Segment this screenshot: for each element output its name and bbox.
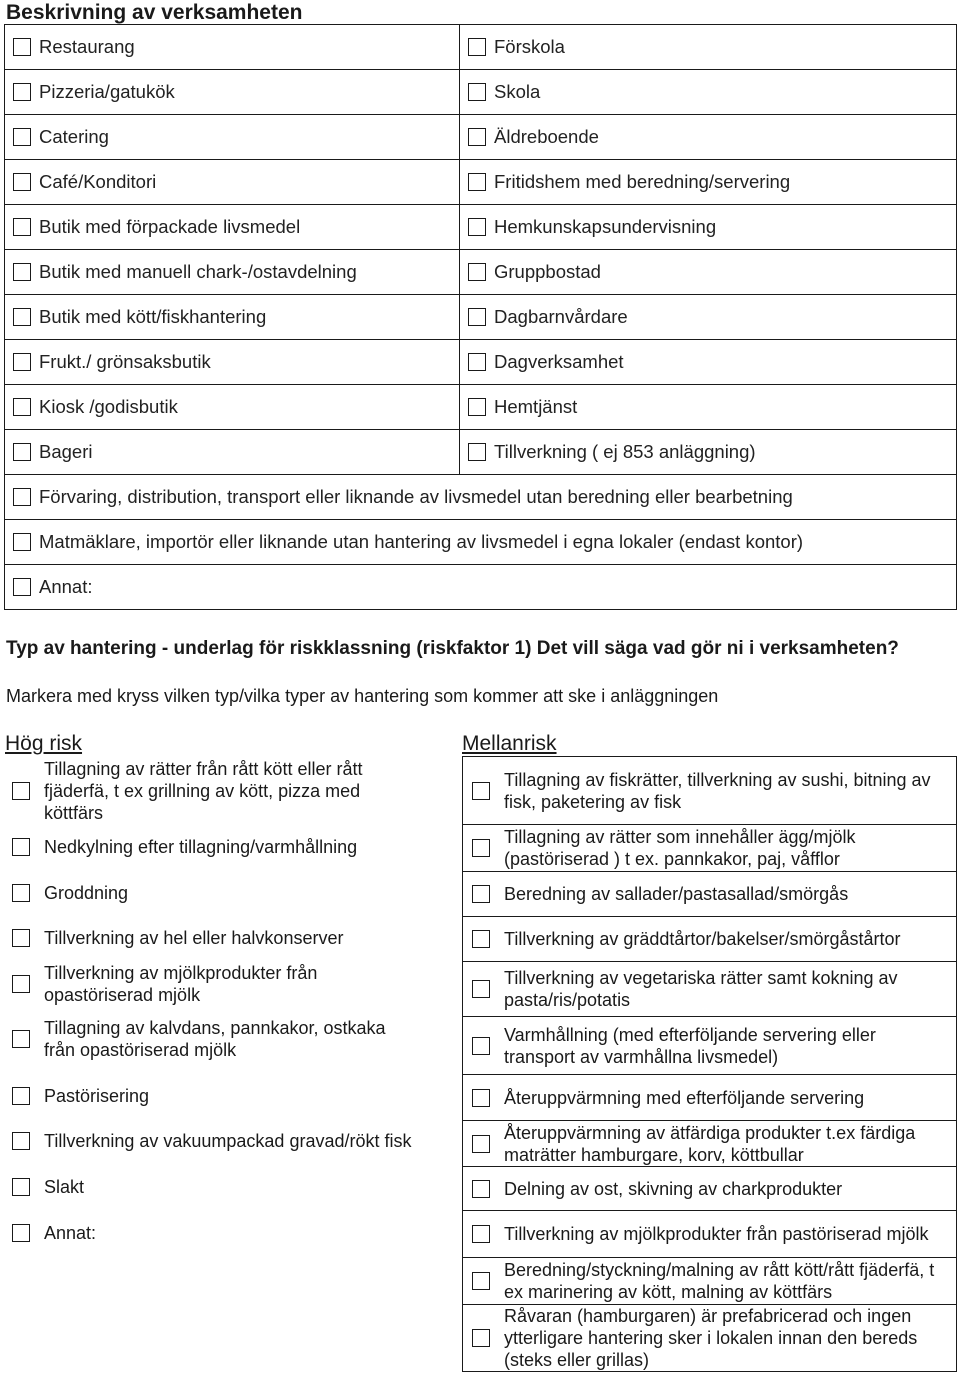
checkbox-label: Varmhållning (med efterföljande servering eller transport av varmhållna livsmedel) (504, 1024, 876, 1067)
business-option[interactable] (459, 159, 957, 205)
checkbox-label: Kiosk /godisbutik (39, 396, 178, 417)
checkbox-label: Råvaran (hamburgaren) är prefabricerad och ingen ytterligare hantering sker i lokalen innan den bereds (steks eller grillas) (504, 1306, 918, 1370)
business-option[interactable] (4, 429, 460, 475)
checkbox-label: Äldreboende (494, 126, 599, 147)
checkbox[interactable] (12, 975, 30, 993)
checkbox[interactable] (472, 1135, 490, 1153)
checkbox[interactable] (13, 263, 31, 281)
medium-risk-option[interactable] (462, 1120, 957, 1166)
medium-risk-option[interactable] (462, 1016, 957, 1074)
checkbox-label: Återuppvärmning av ätfärdiga produkter t.ex färdiga maträtter hamburgare, korv, köttbullar (504, 1122, 916, 1165)
checkbox[interactable] (468, 173, 486, 191)
high-risk-heading: Hög risk (5, 732, 83, 755)
checkbox-label: Butik med manuell chark-/ostavdelning (39, 261, 357, 282)
business-option[interactable] (459, 114, 957, 160)
checkbox-label: Skola (494, 81, 541, 102)
checkbox-label: Dagverksamhet (494, 351, 624, 372)
high-risk-option[interactable] (12, 927, 412, 949)
medium-risk-option[interactable] (462, 1166, 957, 1210)
high-risk-option[interactable] (12, 758, 412, 824)
checkbox-label: Matmäklare, importör eller liknande utan hantering av livsmedel i egna lokaler (endast kontor) (39, 531, 804, 552)
high-risk-option[interactable] (12, 882, 412, 904)
checkbox-label: Tillverkning av gräddtårtor/bakelser/smörgåstårtor (504, 929, 901, 949)
checkbox[interactable] (13, 578, 31, 596)
checkbox-label: Förskola (494, 36, 565, 57)
checkbox-label: Tillverkning av hel eller halvkonserver (44, 928, 344, 948)
checkbox-label: Bageri (39, 441, 93, 462)
medium-risk-option[interactable] (462, 871, 957, 916)
checkbox-label: Slakt (44, 1177, 85, 1197)
checkbox[interactable] (12, 782, 30, 800)
checkbox[interactable] (472, 930, 490, 948)
checkbox[interactable] (13, 173, 31, 191)
checkbox-label: Gruppbostad (494, 261, 601, 282)
medium-risk-option[interactable] (462, 1257, 957, 1304)
checkbox[interactable] (468, 263, 486, 281)
checkbox-label: Förvaring, distribution, transport eller liknande av livsmedel utan beredning eller bearbetning (39, 486, 793, 507)
checkbox-label: Tillagning av rätter som innehåller ägg/mjölk (pastöriserad ) t ex. pannkakor, paj, våfflor (504, 827, 856, 869)
checkbox-label: Dagbarnvårdare (494, 306, 628, 327)
checkbox[interactable] (13, 38, 31, 56)
high-risk-option[interactable] (12, 1130, 412, 1152)
checkbox-label: Tillverkning av vegetariska rätter samt kokning av pasta/ris/potatis (504, 968, 898, 1010)
checkbox[interactable] (472, 1180, 490, 1198)
checkbox-label: Beredning av sallader/pastasallad/smörgås (504, 884, 849, 904)
business-option[interactable] (4, 384, 460, 430)
checkbox[interactable] (12, 1132, 30, 1150)
checkbox[interactable] (12, 1030, 30, 1048)
checkbox-label: Fritidshem med beredning/servering (494, 171, 791, 192)
business-option[interactable] (4, 519, 957, 565)
checkbox[interactable] (472, 1225, 490, 1243)
checkbox[interactable] (468, 443, 486, 461)
checkbox-label: Tillverkning av mjölkprodukter från opastöriserad mjölk (44, 963, 318, 1005)
checkbox-label: Catering (39, 126, 109, 147)
section-subtitle: Markera med kryss vilken typ/vilka typer av hantering som kommer att ske i anläggningen (6, 686, 719, 706)
high-risk-option[interactable] (12, 1222, 412, 1244)
business-option[interactable] (4, 474, 957, 520)
business-option[interactable] (459, 429, 957, 475)
checkbox[interactable] (468, 353, 486, 371)
medium-risk-option[interactable] (462, 1210, 957, 1257)
checkbox[interactable] (12, 884, 30, 902)
checkbox[interactable] (12, 1087, 30, 1105)
checkbox-label: Groddning (44, 883, 129, 903)
medium-risk-option[interactable] (462, 756, 957, 824)
checkbox[interactable] (12, 1224, 30, 1242)
checkbox-label: Nedkylning efter tillagning/varmhållning (44, 837, 358, 857)
checkbox[interactable] (12, 929, 30, 947)
checkbox[interactable] (468, 308, 486, 326)
business-option[interactable] (459, 204, 957, 250)
checkbox[interactable] (13, 218, 31, 236)
checkbox[interactable] (13, 353, 31, 371)
business-option[interactable] (4, 159, 460, 205)
checkbox-label: Annat: (44, 1223, 97, 1243)
business-option[interactable] (4, 564, 957, 610)
business-option[interactable] (459, 24, 957, 70)
checkbox-label: Pastörisering (44, 1086, 150, 1106)
checkbox-label: Tillagning av kalvdans, pannkakor, ostkaka från opastöriserad mjölk (44, 1018, 386, 1060)
checkbox-label: Annat: (39, 576, 93, 597)
checkbox[interactable] (468, 398, 486, 416)
checkbox[interactable] (468, 83, 486, 101)
checkbox[interactable] (472, 1089, 490, 1107)
business-option[interactable] (4, 339, 460, 385)
checkbox[interactable] (468, 38, 486, 56)
checkbox[interactable] (468, 128, 486, 146)
checkbox[interactable] (13, 398, 31, 416)
checkbox-label: Hemtjänst (494, 396, 578, 417)
business-option[interactable] (4, 114, 460, 160)
medium-risk-option[interactable] (462, 916, 957, 961)
section-title-handling: Typ av hantering - underlag för riskklassning (riskfaktor 1) Det vill säga vad gör ni i verksamheten? (6, 638, 899, 659)
business-option[interactable] (459, 339, 957, 385)
checkbox[interactable] (472, 1272, 490, 1290)
medium-risk-option[interactable] (462, 1304, 957, 1372)
high-risk-option[interactable] (12, 836, 412, 858)
checkbox[interactable] (472, 885, 490, 903)
checkbox-label: Butik med förpackade livsmedel (39, 216, 301, 237)
section-title-description: Beskrivning av verksamheten (6, 1, 303, 24)
checkbox[interactable] (13, 128, 31, 146)
business-option[interactable] (459, 249, 957, 295)
checkbox-label: Tillverkning ( ej 853 anläggning) (494, 441, 756, 462)
high-risk-option[interactable] (12, 1085, 412, 1107)
checkbox[interactable] (13, 308, 31, 326)
high-risk-option[interactable] (12, 962, 412, 1006)
business-option[interactable] (459, 69, 957, 115)
medium-risk-option[interactable] (462, 824, 957, 871)
checkbox[interactable] (12, 1178, 30, 1196)
business-option[interactable] (459, 294, 957, 340)
checkbox-label: Tillverkning av mjölkprodukter från pastöriserad mjölk (504, 1224, 929, 1244)
checkbox[interactable] (12, 838, 30, 856)
checkbox-label: Pizzeria/gatukök (39, 81, 175, 102)
high-risk-option[interactable] (12, 1017, 412, 1061)
checkbox[interactable] (472, 782, 490, 800)
checkbox[interactable] (13, 443, 31, 461)
checkbox[interactable] (472, 839, 490, 857)
checkbox-label: Tillagning av fiskrätter, tillverkning av sushi, bitning av fisk, paketering av fisk (504, 769, 931, 812)
business-option[interactable] (4, 204, 460, 250)
business-option[interactable] (4, 294, 460, 340)
checkbox[interactable] (472, 1037, 490, 1055)
checkbox-label: Delning av ost, skivning av charkprodukter (504, 1178, 843, 1199)
business-option[interactable] (4, 249, 460, 295)
checkbox-label: Hemkunskapsundervisning (494, 216, 717, 237)
medium-risk-option[interactable] (462, 1074, 957, 1120)
checkbox-label: Tillverkning av vakuumpackad gravad/rökt fisk (44, 1131, 412, 1151)
checkbox-label: Tillagning av rätter från rått kött eller rått fjäderfä, t ex grillning av kött, pizza med köttfärs (44, 759, 363, 823)
business-option[interactable] (459, 384, 957, 430)
checkbox-label: Restaurang (39, 36, 135, 57)
checkbox-label: Återuppvärmning med efterföljande servering (504, 1087, 865, 1108)
checkbox-label: Café/Konditori (39, 171, 157, 192)
high-risk-option[interactable] (12, 1176, 412, 1198)
business-option[interactable] (4, 24, 460, 70)
checkbox-label: Beredning/styckning/malning av rått kött/rått fjäderfä, t ex marinering av kött, malning av köttfärs (504, 1260, 935, 1302)
medium-risk-option[interactable] (462, 961, 957, 1016)
checkbox-label: Butik med kött/fiskhantering (39, 306, 267, 327)
checkbox-label: Frukt./ grönsaksbutik (39, 351, 211, 372)
medium-risk-heading: Mellanrisk (462, 732, 557, 755)
checkbox[interactable] (13, 533, 31, 551)
checkbox[interactable] (13, 83, 31, 101)
business-option[interactable] (4, 69, 460, 115)
checkbox[interactable] (468, 218, 486, 236)
checkbox[interactable] (472, 1329, 490, 1347)
checkbox[interactable] (13, 488, 31, 506)
checkbox[interactable] (472, 980, 490, 998)
